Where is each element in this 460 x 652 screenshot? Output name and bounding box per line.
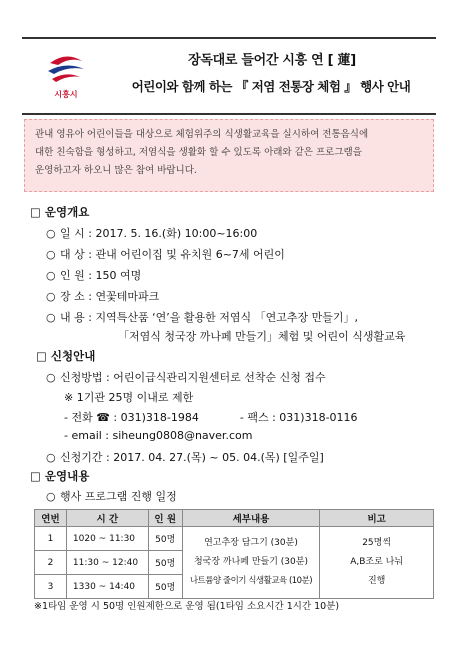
notice-line: 관내 영유아 어린이들을 대상으로 체험위주의 식생활교육을 실시하여 전통음식에 xyxy=(35,129,369,140)
col-header: 세부내용 xyxy=(182,510,320,527)
row-people: 50명 xyxy=(148,575,182,599)
overview-item-people: ○ 인 원 : 150 여명 xyxy=(46,269,142,282)
phone-number: : 031)318-1984 xyxy=(113,411,199,424)
phone-label: - 전화 xyxy=(64,411,93,424)
row-people: 50명 xyxy=(148,527,182,551)
row-people: 50명 xyxy=(148,551,182,575)
application-period: ○ 신청기간 : 2017. 04. 27.(목) ~ 05. 04.(목) [일주일] xyxy=(46,451,324,464)
detail-cell xyxy=(182,527,320,599)
application-limit: ※ 1기관 25명 이내로 제한 xyxy=(64,391,194,404)
remark-cell xyxy=(320,527,434,599)
overview-heading: □ 운영개요 xyxy=(30,205,90,219)
logo-text: 시흥시 xyxy=(54,90,78,99)
remark-line: A,B조로 나눠 xyxy=(350,557,404,567)
remark-line: 25명씩 xyxy=(362,538,392,548)
footnote: ※1타임 운영 시 50명 인원제한으로 운영 됨(1타임 소요시간 1시간 10분) xyxy=(34,601,340,612)
row-number: 3 xyxy=(35,575,67,599)
siheung-logo xyxy=(44,49,88,101)
phone-icon: ☎ xyxy=(96,411,110,424)
detail-line: 연고추장 담그기 (30분) xyxy=(204,538,298,548)
overview-item-place: ○ 장 소 : 연꽃테마파크 xyxy=(46,290,160,303)
detail-line: 나트륨양 줄이기 식생활교육 (10분) xyxy=(189,576,313,586)
overview-content-line2: 「저염식 청국장 까나페 만들기」체험 및 어린이 식생활교육 xyxy=(118,330,406,343)
program-intro: ○ 행사 프로그램 진행 일정 xyxy=(46,490,177,503)
page-title: 장독대로 들어간 시흥 연 [ 蓮] xyxy=(188,53,356,68)
application-email: - email : siheung0808@naver.com xyxy=(64,429,253,442)
overview-item-target: ○ 대 상 : 관내 어린이집 및 유치원 6~7세 어린이 xyxy=(46,248,285,261)
notice-line: 대한 친숙함을 형성하고, 저염식을 생활화 할 수 있도록 아래와 같은 프로그램을 xyxy=(35,147,362,158)
program-heading: □ 운영내용 xyxy=(30,469,90,483)
overview-item-content: ○ 내 용 : 지역특산품 ‘연’을 활용한 저염식 「연고추장 만들기」, xyxy=(46,311,358,324)
col-header: 인 원 xyxy=(148,510,182,527)
col-header: 시 간 xyxy=(66,510,148,527)
application-method: ○ 신청방법 : 어린이급식관리지원센터로 선착순 신청 접수 xyxy=(46,371,326,384)
header-box xyxy=(22,37,436,115)
table-header-row xyxy=(35,510,434,527)
page-subtitle: 어린이와 함께 하는 『 저염 전통장 체험 』 행사 안내 xyxy=(131,79,411,94)
notice-line: 운영하고자 하오니 많은 참여 바랍니다. xyxy=(35,165,197,176)
row-number: 2 xyxy=(35,551,67,575)
col-header: 비고 xyxy=(320,510,434,527)
overview-item-date: ○ 일 시 : 2017. 5. 16.(화) 10:00~16:00 xyxy=(46,227,258,240)
row-time: 11:30 ~ 12:40 xyxy=(66,551,148,575)
application-heading: □ 신청안내 xyxy=(36,349,96,363)
row-time: 1330 ~ 14:40 xyxy=(66,575,148,599)
table-row xyxy=(35,527,434,551)
row-time: 1020 ~ 11:30 xyxy=(66,527,148,551)
schedule-table xyxy=(34,509,434,599)
notice-box xyxy=(24,119,434,192)
detail-line: 청국장 까나페 만들기 (30분) xyxy=(193,557,308,567)
remark-line: 진행 xyxy=(367,576,386,586)
application-contact xyxy=(64,409,358,425)
col-header: 연번 xyxy=(35,510,67,527)
fax-number: - 팩스 : 031)318-0116 xyxy=(239,411,358,424)
row-number: 1 xyxy=(35,527,67,551)
